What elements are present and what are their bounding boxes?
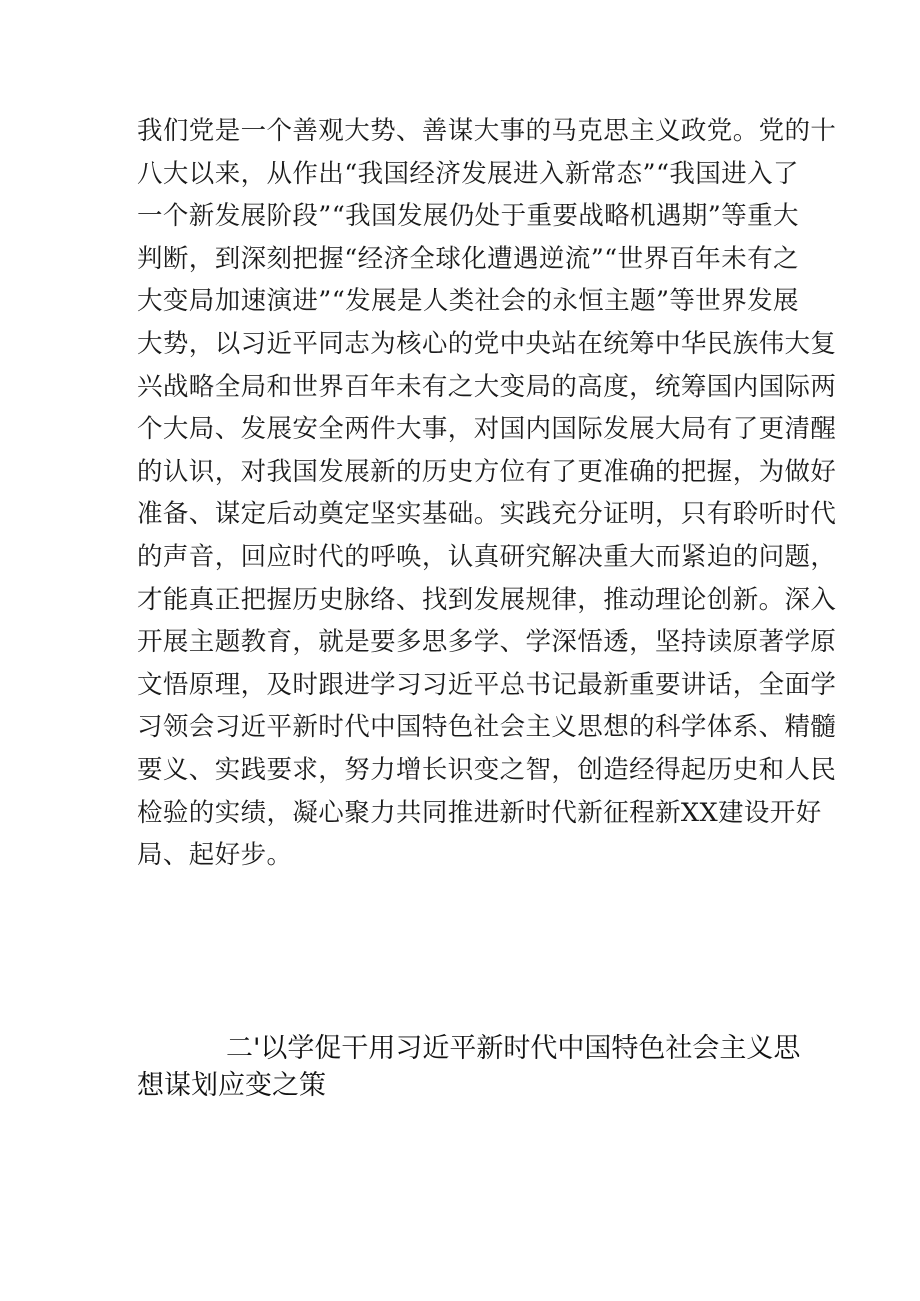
- paragraph-line: 才能真正把握历史脉络、找到发展规律，推动理论创新。深入: [137, 584, 837, 615]
- paragraph-line: 习领会习近平新时代中国特色社会主义思想的科学体系、精髓: [137, 712, 837, 743]
- paragraph-line: 大变局加速演进”“发展是人类社会的永恒主题”等世界发展: [137, 286, 799, 317]
- paragraph-line: 兴战略全局和世界百年未有之大变局的高度，统筹国内国际两: [137, 371, 837, 402]
- paragraph-line: 开展主题教育，就是要多思多学、学深悟透，坚持读原著学原: [137, 627, 837, 658]
- paragraph-line: 检验的实绩，凝心聚力共同推进新时代新征程新XX建设开好: [137, 797, 822, 828]
- paragraph-line: 我们党是一个善观大势、善谋大事的马克思主义政党。党的十: [137, 116, 837, 146]
- section-heading-line: 想谋划应变之策: [137, 1070, 326, 1101]
- paragraph-line: 大势，以习近平同志为核心的党中央站在统筹中华民族伟大复: [137, 328, 837, 359]
- paragraph-line: 局、起好步。: [137, 840, 293, 871]
- paragraph-line: 的声音，回应时代的呼唤，认真研究解决重大而紧迫的问题，: [137, 541, 837, 572]
- paragraph-line: 判断，到深刻把握“经济全球化遭遇逆流”“世界百年未有之: [137, 243, 799, 274]
- paragraph-line: 个大局、发展安全两件大事，对国内国际发展大局有了更清醒: [137, 414, 837, 445]
- section-heading-line: 二'以学促干用习近平新时代中国特色社会主义思: [226, 1033, 801, 1064]
- paragraph-line: 要义、实践要求，努力增长识变之智，创造经得起历史和人民: [137, 754, 837, 785]
- section-heading: [137, 1030, 807, 1104]
- paragraph-line: 文悟原理，及时跟进学习习近平总书记最新重要讲话，全面学: [137, 669, 837, 700]
- paragraph-line: 准备、谋定后动奠定坚实基础。实践充分证明，只有聆听时代: [137, 499, 837, 530]
- paragraph-line: 的认识，对我国发展新的历史方位有了更准确的把握，为做好: [137, 456, 837, 487]
- paragraph-line: 八大以来，从作出“我国经济发展进入新常态”“我国进入了: [137, 158, 799, 189]
- paragraph-line: 一个新发展阶段”“我国发展仍处于重要战略机遇期”等重大: [137, 201, 799, 232]
- body-paragraph: [137, 110, 837, 877]
